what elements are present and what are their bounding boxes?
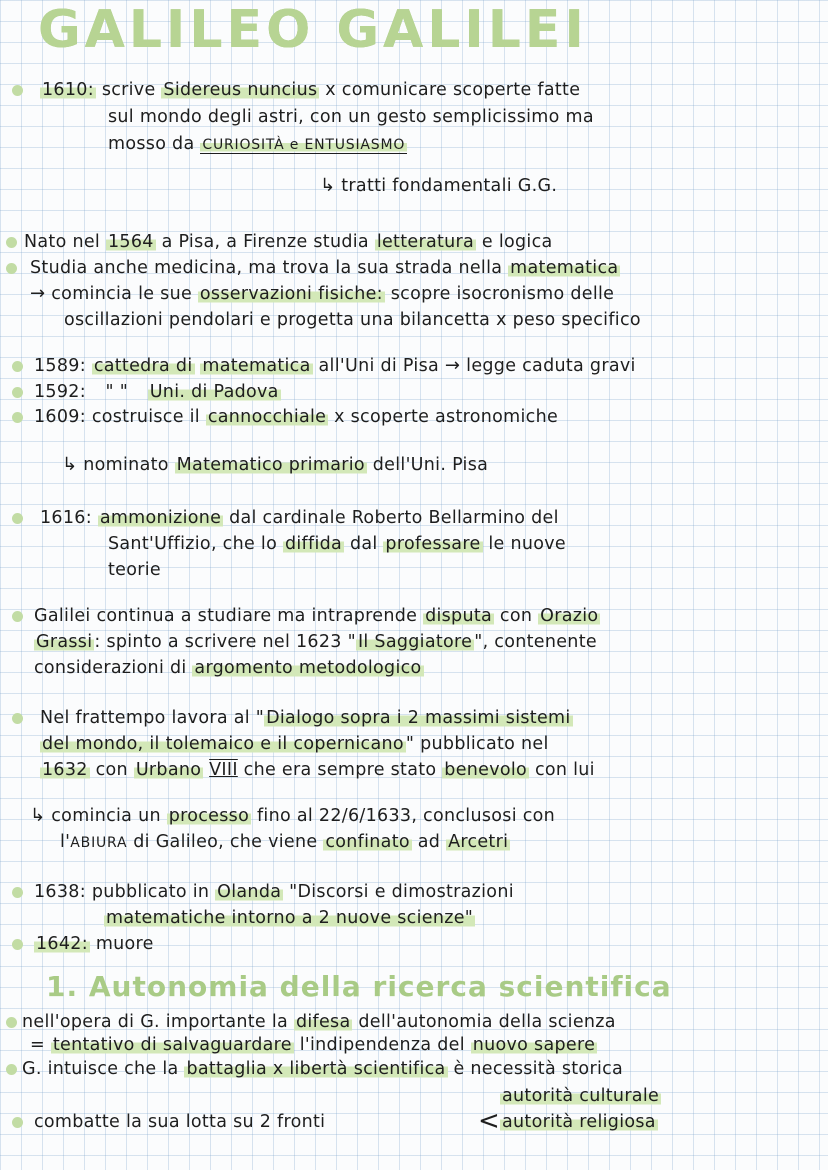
highlight-diffida: diffida	[284, 534, 343, 554]
highlight-dialogo: Dialogo sopra i 2 massimi sistemi	[266, 708, 571, 728]
highlight-difesa: difesa	[295, 1012, 351, 1032]
entry-nato-line	[24, 230, 553, 254]
entry-1638-line-1	[34, 880, 514, 904]
text: " pubblicato nel	[405, 734, 549, 754]
section-line-4-text	[34, 1110, 325, 1134]
arrow-icon: ↳	[320, 175, 336, 196]
highlight-curiosita: CURIOSITÀ e ENTUSIASMO	[202, 137, 406, 153]
year-label: 1642:	[36, 934, 88, 954]
entry-dialogo-line-1	[40, 706, 573, 730]
text: sul mondo degli astri, con un gesto semplicissimo ma	[108, 107, 594, 127]
bullet-icon	[12, 939, 23, 950]
text: pubblicato in	[91, 882, 210, 902]
entry-grassi-line-1	[34, 604, 600, 628]
text: Galilei continua a studiare ma intraprende	[34, 606, 418, 626]
bullet-icon	[12, 387, 23, 398]
text: : spinto a scrivere nel 1623 "	[94, 632, 356, 652]
entry-1610-line-3	[108, 132, 407, 157]
highlight-urbano: Urbano	[135, 760, 202, 780]
bullet-icon	[12, 412, 23, 423]
ditto-mark: " "	[105, 382, 129, 402]
entry-1610-line-2	[108, 105, 594, 129]
highlight-disputa: disputa	[425, 606, 493, 626]
highlight-dialogo-cont: del mondo, il tolemaico e il copernicano	[42, 734, 404, 754]
entry-1616-line-2	[108, 532, 566, 556]
entry-1609-line-1	[34, 405, 558, 429]
entry-1616-line-1	[40, 506, 559, 530]
text: =	[30, 1035, 45, 1055]
text: l'	[60, 832, 71, 852]
arrow-icon: ↳	[62, 454, 78, 475]
entry-grassi-line-3	[34, 656, 424, 680]
arrow-icon: →	[444, 355, 461, 376]
page-title: GALILEO GALILEI	[38, 0, 588, 60]
text: dal cardinale Roberto Bellarmino del	[229, 508, 559, 528]
text: "Discorsi e dimostrazioni	[289, 882, 514, 902]
highlight-orazio: Orazio	[540, 606, 599, 626]
bullet-icon	[12, 361, 23, 372]
highlight-autorita-religiosa: autorità religiosa	[502, 1112, 656, 1132]
highlight-argomento: argomento metodologico	[194, 658, 422, 678]
text: nominato	[83, 455, 169, 475]
highlight-matematica: matematica	[202, 356, 311, 376]
entry-1610-line-4	[320, 174, 557, 198]
entry-dialogo-line-5	[60, 830, 510, 855]
year-label: 1609:	[34, 407, 86, 427]
section-title: 1. Autonomia della ricerca scientifica	[46, 970, 672, 1003]
entry-dialogo-line-3	[40, 758, 595, 782]
year-label: 1610:	[42, 80, 94, 100]
text: è necessità storica	[453, 1059, 624, 1079]
highlight-benevolo: benevolo	[444, 760, 528, 780]
bullet-icon	[6, 237, 17, 248]
text: ad	[417, 832, 441, 852]
year-label: 1638:	[34, 882, 86, 902]
highlight-ammonizione: ammonizione	[99, 508, 222, 528]
entry-1589-line	[34, 354, 636, 378]
highlight-sidereus: Sidereus nuncius	[163, 80, 318, 100]
bullet-icon	[12, 611, 23, 622]
entry-1642-line	[34, 932, 154, 956]
text: di Galileo, che viene	[133, 832, 318, 852]
text: con	[95, 760, 128, 780]
arrow-icon: →	[30, 283, 46, 304]
highlight-cattedra: cattedra di	[93, 356, 193, 376]
text: Nato nel	[24, 232, 101, 252]
entry-1609-line-2	[62, 453, 488, 477]
highlight-arcetri: Arcetri	[448, 832, 509, 852]
highlight-letteratura: letteratura	[376, 232, 475, 252]
entry-medicina-line-1	[30, 256, 620, 280]
highlight-confinato: confinato	[325, 832, 410, 852]
bullet-icon	[12, 1117, 23, 1128]
highlight-matematica: matematica	[510, 258, 619, 278]
highlight-padova: Uni. di Padova	[149, 382, 279, 402]
highlight-grassi: Grassi	[36, 632, 93, 652]
entry-1592-line	[34, 380, 281, 404]
text: legge caduta gravi	[466, 356, 636, 376]
year-label: 1592:	[34, 382, 86, 402]
highlight-nuovo-sapere: nuovo sapere	[472, 1035, 596, 1055]
abiura-label: ABIURA	[70, 835, 128, 851]
highlight-matematico-primario: Matematico primario	[176, 455, 365, 475]
text: oscillazioni pendolari e progetta una bilancetta x peso specifico	[64, 310, 641, 330]
bullet-icon	[6, 263, 17, 274]
entry-dialogo-line-2	[40, 732, 549, 756]
highlight-olanda: Olanda	[217, 882, 282, 902]
text: scopre isocronismo delle	[390, 284, 615, 304]
text: tratti fondamentali G.G.	[341, 176, 558, 196]
highlight-tentativo: tentativo di salvaguardare	[52, 1035, 292, 1055]
text: Studia anche medicina, ma trova la sua strada nella	[30, 258, 503, 278]
text: comincia le sue	[51, 284, 193, 304]
highlight-osservazioni: osservazioni fisiche:	[199, 284, 383, 304]
highlight-1632: 1632	[42, 760, 88, 780]
bullet-icon	[12, 85, 23, 96]
text: l'indipendenza del	[299, 1035, 465, 1055]
highlight-professare: professare	[385, 534, 481, 554]
year-label: 1589:	[34, 356, 86, 376]
text: muore	[95, 934, 154, 954]
text: x scoperte astronomiche	[334, 407, 559, 427]
text: considerazioni di	[34, 658, 187, 678]
text: dell'autonomia della scienza	[358, 1012, 616, 1032]
branch-bracket-icon: <	[478, 1106, 500, 1136]
bullet-icon	[12, 713, 23, 724]
roman-numeral: VIII	[209, 760, 238, 780]
text: teorie	[108, 560, 161, 580]
text: x comunicare scoperte fatte	[325, 80, 581, 100]
text: costruisce il	[91, 407, 200, 427]
highlight-discorsi: matematiche intorno a 2 nuove scienze"	[106, 908, 474, 928]
entry-1616-line-3	[108, 558, 161, 582]
entry-grassi-line-2	[34, 630, 597, 654]
text: ", contenente	[474, 632, 597, 652]
autorita-religiosa	[500, 1110, 658, 1134]
text: Nel frattempo lavora al "	[40, 708, 265, 728]
highlight-cannocchiale: cannocchiale	[207, 407, 327, 427]
text: Sant'Uffizio, che lo	[108, 534, 278, 554]
text: le nuove	[488, 534, 566, 554]
text: mosso da	[108, 134, 195, 154]
entry-1610-line-1	[40, 78, 580, 102]
highlight-processo: processo	[168, 806, 250, 826]
highlight-battaglia: battaglia x libertà scientifica	[186, 1059, 446, 1079]
entry-medicina-line-3	[64, 308, 641, 332]
highlight-autorita-culturale: autorità culturale	[502, 1086, 660, 1106]
entry-1638-line-2	[104, 906, 475, 930]
text: dell'Uni. Pisa	[372, 455, 489, 475]
text: combatte la sua lotta su 2 fronti	[34, 1112, 326, 1132]
text: nell'opera di G. importante la	[22, 1012, 289, 1032]
text: con	[499, 606, 533, 626]
text: fino al 22/6/1633, conclusosi con	[256, 806, 556, 826]
bullet-icon	[12, 513, 23, 524]
highlight-saggiatore: Il Saggiatore	[357, 632, 473, 652]
text: e logica	[481, 232, 553, 252]
section-line-2-text	[30, 1033, 597, 1057]
bullet-icon	[12, 887, 23, 898]
text: scrive	[101, 80, 156, 100]
section-line-1-text	[22, 1010, 616, 1034]
autorita-culturale	[500, 1084, 661, 1108]
text: a Pisa, a Firenze studia	[161, 232, 369, 252]
text: G. intuisce che la	[22, 1059, 179, 1079]
text: che era sempre stato	[243, 760, 437, 780]
text: dal	[349, 534, 378, 554]
text: all'Uni di Pisa	[318, 356, 440, 376]
bullet-icon	[6, 1064, 17, 1075]
text: con lui	[534, 760, 595, 780]
section-line-3-text	[22, 1057, 623, 1081]
entry-dialogo-line-4	[30, 804, 555, 828]
year-label: 1616:	[40, 508, 92, 528]
entry-medicina-line-2	[30, 282, 614, 306]
highlight-1564: 1564	[107, 232, 154, 252]
text: comincia un	[51, 806, 161, 826]
arrow-icon: ↳	[30, 805, 46, 826]
bullet-icon	[6, 1017, 17, 1028]
